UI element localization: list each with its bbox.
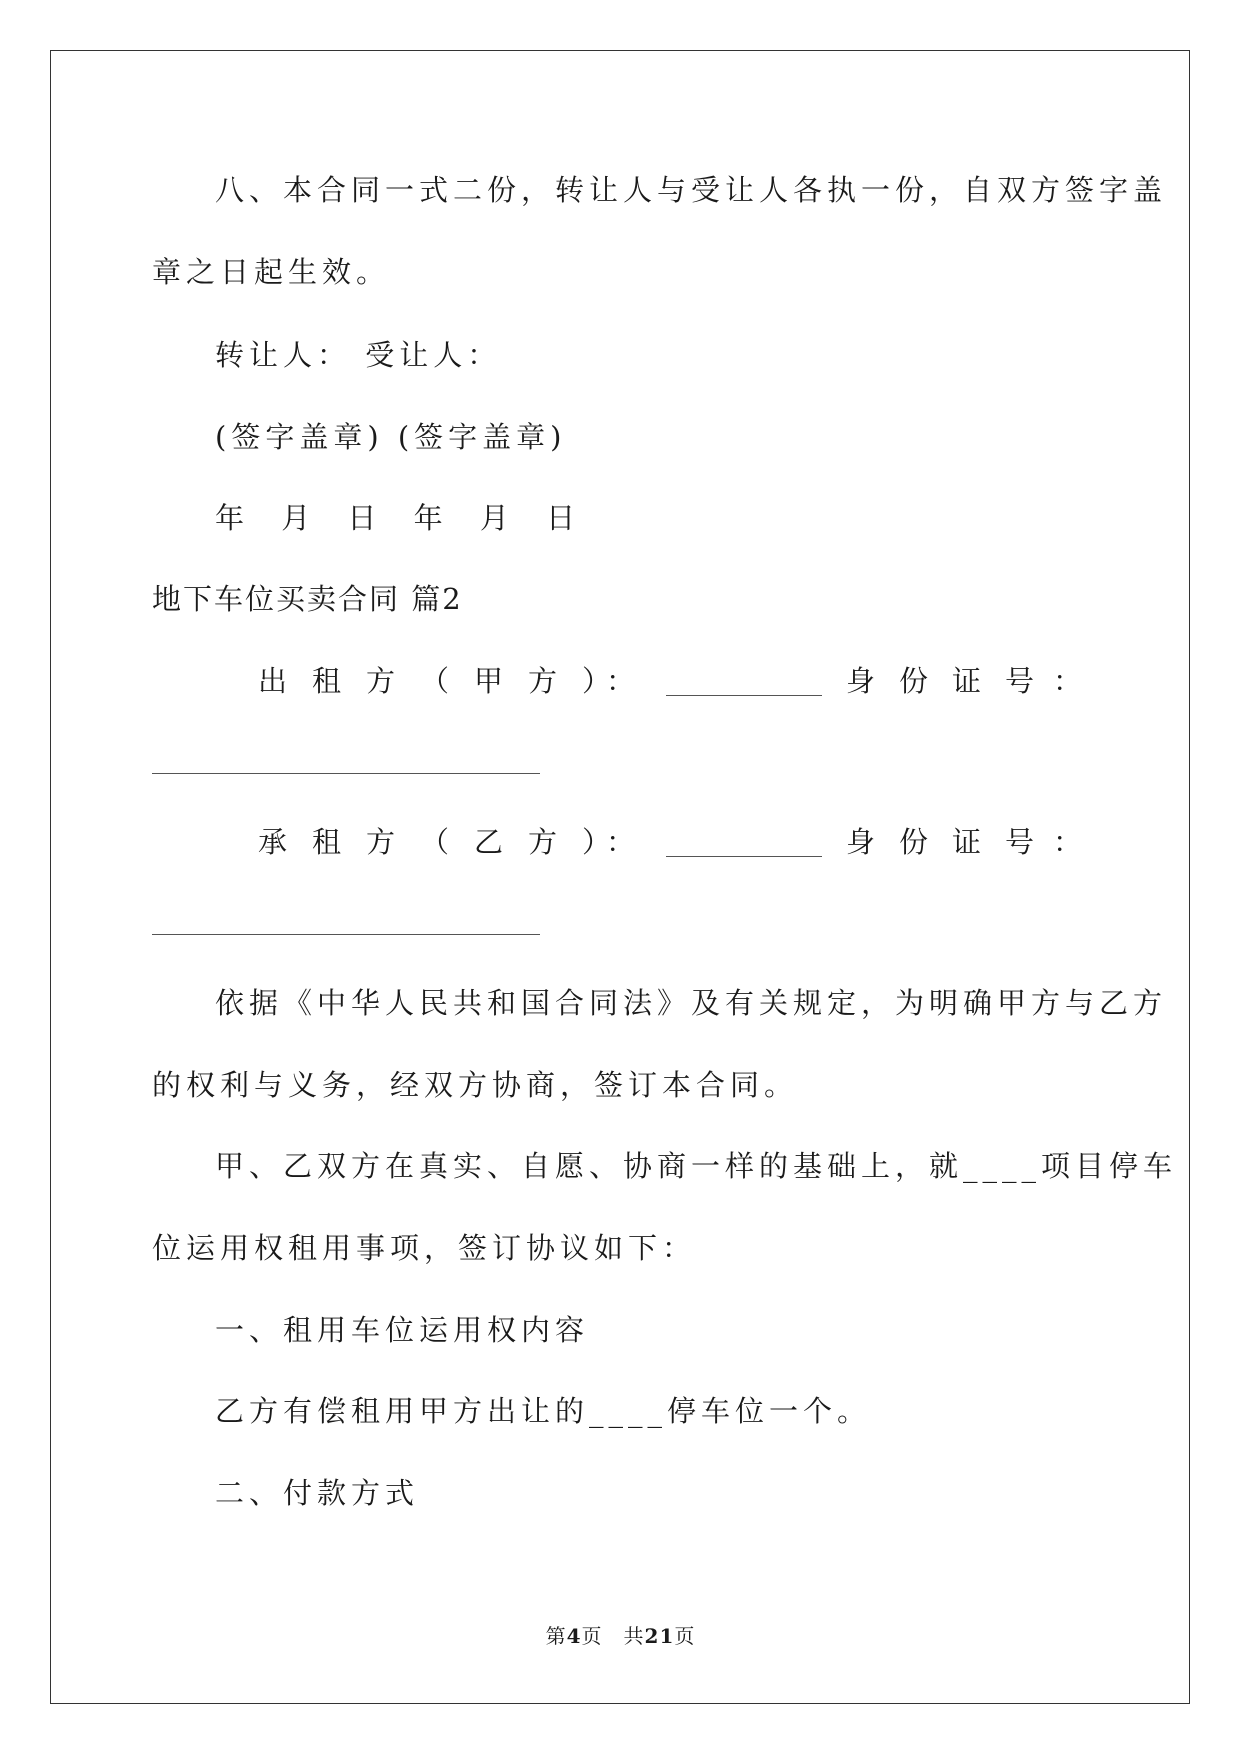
lessee-id-blank [152,934,540,935]
lessee-label-char: ： [606,825,636,859]
lessee-label-char: 租 [312,825,342,859]
page-border [50,50,1190,1704]
paragraph-8-line-2: 章之日起生效。 [152,255,391,289]
lessee-id-char: 身 [846,825,876,859]
sign-seal-line: (签字盖章) (签字盖章) [215,420,567,454]
lessor-label-char: ： [606,664,636,698]
lessee-label-char: 方 [528,825,558,859]
paragraph-basis-line-2: 的权利与义务，经双方协商，签订本合同。 [152,1068,799,1102]
footer-prefix: 第 [545,1624,567,1648]
lessee-row [0,825,1241,860]
page-footer [0,1620,1241,1649]
lessor-label-char: 方 [528,664,558,698]
paragraph-basis-line-1: 依据《中华人民共和国合同法》及有关规定，为明确甲方与乙方 [215,986,1168,1020]
lessor-name-blank [666,695,822,696]
section-title: 地下车位买卖合同 篇2 [152,582,463,616]
lessor-label-char: 甲 [474,664,504,698]
lessor-label-char: ） [582,664,612,698]
footer-current-page: 4 [566,1624,582,1648]
paragraph-agreement-line-2: 位运用权租用事项，签订协议如下： [152,1231,697,1265]
lessor-label-char: 租 [312,664,342,698]
lessee-label-char: ） [582,825,612,859]
lessor-id-char: 份 [899,664,929,698]
clause-2-title: 二、付款方式 [215,1476,420,1510]
lessor-id-char: 身 [846,664,876,698]
paragraph-agreement-line-1: 甲、乙双方在真实、自愿、协商一样的基础上，就____项目停车 [215,1149,1178,1183]
footer-total-pages: 21 [644,1624,675,1648]
paragraph-8-line-1: 八、本合同一式二份，转让人与受让人各执一份，自双方签字盖 [215,173,1168,207]
lessor-id-char: ： [1053,664,1083,698]
lessee-label-char: 乙 [474,825,504,859]
footer-mid: 页 共 [581,1624,645,1648]
clause-1-title: 一、租用车位运用权内容 [215,1313,590,1347]
lessee-id-char: 份 [899,825,929,859]
lessor-id-blank [152,773,540,774]
footer-suffix: 页 [674,1624,696,1648]
lessee-label-char: （ [420,825,450,859]
lessor-label-char: 方 [366,664,396,698]
lessee-label-char: 承 [258,825,288,859]
date-line: 年 月 日 年 月 日 [215,501,590,535]
lessor-id-char: 证 [952,664,982,698]
lessee-id-char: ： [1053,825,1083,859]
lessee-id-char: 证 [952,825,982,859]
lessor-row [0,664,1241,699]
signers-line: 转让人： 受让人： [215,338,502,372]
lessor-label-char: （ [420,664,450,698]
clause-1-body: 乙方有偿租用甲方出让的____停车位一个。 [215,1394,872,1428]
lessor-id-char: 号 [1005,664,1035,698]
lessee-name-blank [666,856,822,857]
lessor-label-char: 出 [258,664,288,698]
lessee-label-char: 方 [366,825,396,859]
lessee-id-char: 号 [1005,825,1035,859]
